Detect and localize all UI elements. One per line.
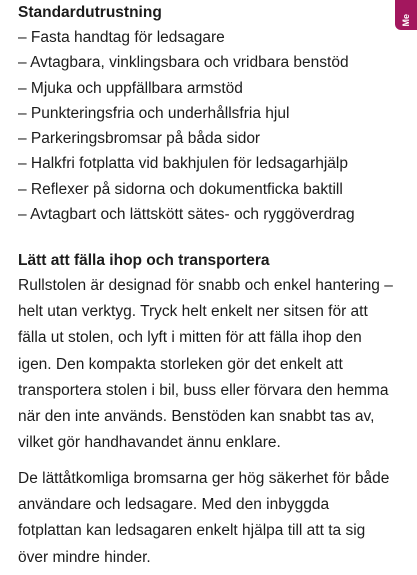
equipment-item: – Reflexer på sidorna och dokumentficka baktill — [18, 180, 343, 198]
equipment-item: – Mjuka och uppfällbara armstöd — [18, 79, 243, 97]
brakes-paragraph: De lättåtkomliga bromsarna ger hög säkerhet för både användare och ledsagare. Med den inbyggda fotplattan kan ledsagaren enkelt hjälpa till att ta sig över mindre hinder. — [18, 470, 390, 566]
side-tab[interactable] — [395, 0, 417, 30]
equipment-item: – Punkteringsfria och underhållsfria hjul — [18, 104, 290, 122]
transport-section — [18, 248, 396, 456]
brakes-section — [18, 466, 396, 571]
equipment-section — [18, 0, 396, 227]
side-tab-label: Me — [401, 14, 411, 27]
equipment-item: – Avtagbart och lättskött sätes- och ryggöverdrag — [18, 206, 355, 224]
equipment-heading: Standardutrustning — [18, 4, 162, 21]
content — [18, 0, 396, 566]
transport-heading: Lätt att fälla ihop och transportera — [18, 252, 270, 269]
equipment-item: – Parkeringsbromsar på båda sidor — [18, 130, 261, 148]
equipment-item: – Avtagbara, vinklingsbara och vridbara benstöd — [18, 54, 349, 72]
equipment-list — [18, 25, 396, 227]
equipment-item: – Fasta handtag för ledsagare — [18, 29, 225, 46]
transport-paragraph: Rullstolen är designad för snabb och enkel hantering – helt utan verktyg. Tryck helt enkelt ner sitsen för att fälla ut stolen, och lyft i mitten för att fälla ihop den igen. Den kompakta storleken gör det enkelt att transportera stolen i bil, buss eller förvara den hemma när den inte används. Benstöden kan snabbt tas av, vilket gör handhavandet ännu enklare. — [18, 277, 393, 452]
equipment-item: – Halkfri fotplatta vid bakhjulen för ledsagarhjälp — [18, 155, 348, 173]
